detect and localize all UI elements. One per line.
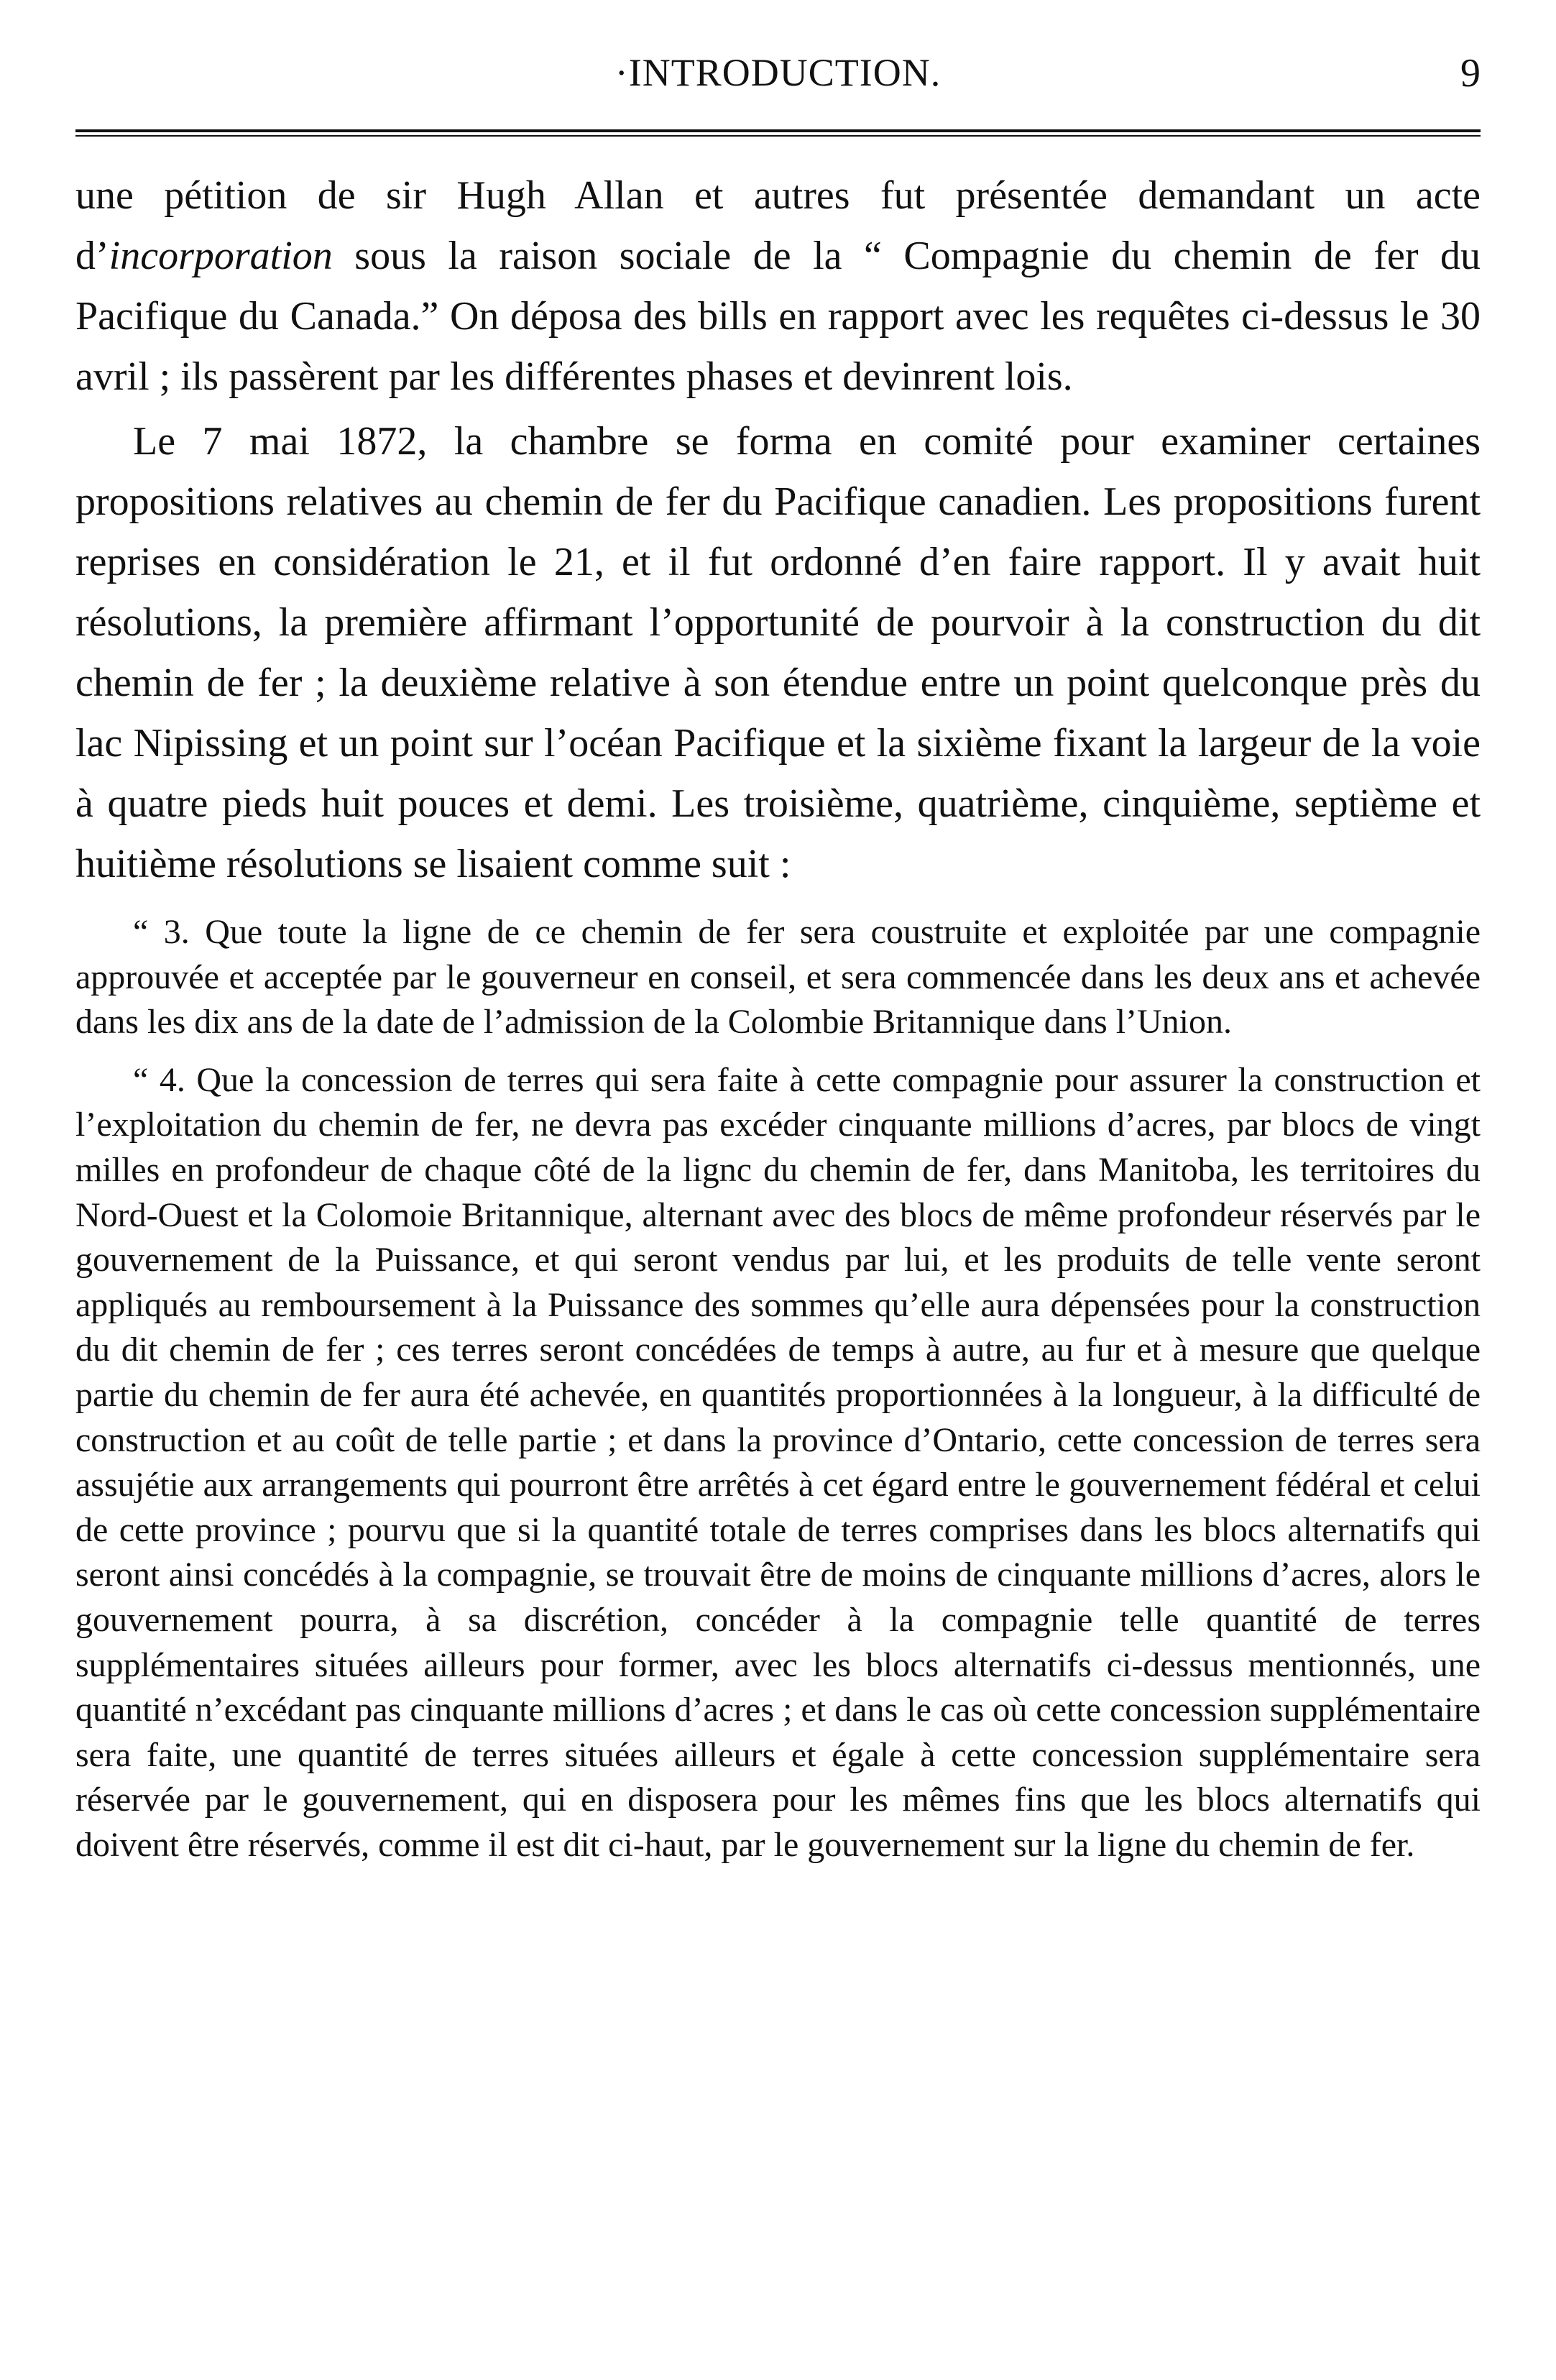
paragraph-text: une pétition de sir Hugh Allan et autres fut présentée demandant un acte d’ [75,173,1481,278]
page-number: 9 [1460,51,1481,96]
resolutions-quote-block [75,910,1481,1867]
italic-term: incorporation [109,234,333,278]
paragraph-text: sous la raison sociale de la “ Compagnie du chemin de fer du Pacifique du Canada.” On déposa des bills en rapport avec les requêtes ci-dessus le 30 avril ; ils passèrent par les différentes phases et devinrent lois. [75,234,1481,399]
resolution-3: “ 3. Que toute la ligne de ce chemin de fer sera coustruite et exploitée par une compagnie approuvée et acceptée par le gouverneur en conseil, et sera commencée dans les deux ans et achevée dans les dix ans de la date de l’admission de la Colombie Britannique dans l’Union. [75,913,1481,1042]
paragraph-continuation [75,165,1481,407]
running-title: ·INTRODUCTION. [614,51,942,94]
header-rule-thick [75,129,1481,132]
header-rule [75,129,1481,138]
resolution-4: “ 4. Que la concession de terres qui sera faite à cette compagnie pour assurer la construction et l’exploitation du chemin de fer, ne devra pas excéder cinquante millions d’acres, par blocs de vingt milles en profondeur de chaque côté de la lignc du chemin de fer, dans Manitoba, les territoires du Nord-Ouest et la Colomoie Britannique, alternant avec des blocs de même profondeur réservés par le gouvernement de la Puissance, et qui seront vendus par lui, et les produits de telle vente seront appliqués au remboursement à la Puissance des sommes qu’elle aura dépensées pour la construction du dit chemin de fer ; ces terres seront concédées de temps à autre, au fur et à mesure que quelque partie du chemin de fer aura été achevée, en quantités proportionnées à la longueur, à la difficulté de construction et au coût de telle partie ; et dans la province d’Ontario, cette concession de terres sera assujétie aux arrangements qui pourront être arrêtés à cet égard entre le gouvernement fédéral et celui de cette province ; pourvu que si la quantité totale de terres comprises dans les blocs alternatifs qui seront ainsi concédés à la compagnie, se trouvait être de moins de cinquante millions d’acres, alors le gouvernement pourra, à sa discrétion, concéder à la compagnie telle quantité de terres supplémentaires situées ailleurs pour former, avec les blocs alternatifs ci-dessus mentionnés, une quantité n’excédant pas cinquante millions d’acres ; et dans le cas où cette concession supplémentaire sera faite, une quantité de terres situées ailleurs et égale à cette concession supplémentaire sera réservée par le gouvernement, qui en disposera pour les mêmes fins que les blocs alternatifs qui doivent être réservés, comme il est dit ci-haut, par le gouvernement sur la ligne du chemin de fer. [75,1060,1481,1864]
running-header [75,45,1481,95]
body-text [75,165,1481,1867]
paragraph-resolutions: Le 7 mai 1872, la chambre se forma en comité pour examiner certaines propositions relatives au chemin de fer du Pacifique canadien. Les propositions furent reprises en considération le 21, et il fut ordonné d’en faire rapport. Il y avait huit résolutions, la première affirmant l’opportunité de pourvoir à la construction du dit chemin de fer ; la deuxième relative à son étendue entre un point quelconque près du lac Nipissing et un point sur l’océan Pacifique et la sixième fixant la largeur de la voie à quatre pieds huit pouces et demi. Les troisième, quatrième, cinquième, septième et huitième résolutions se lisaient comme suit : [75,419,1481,886]
header-rule-thin [75,135,1481,137]
